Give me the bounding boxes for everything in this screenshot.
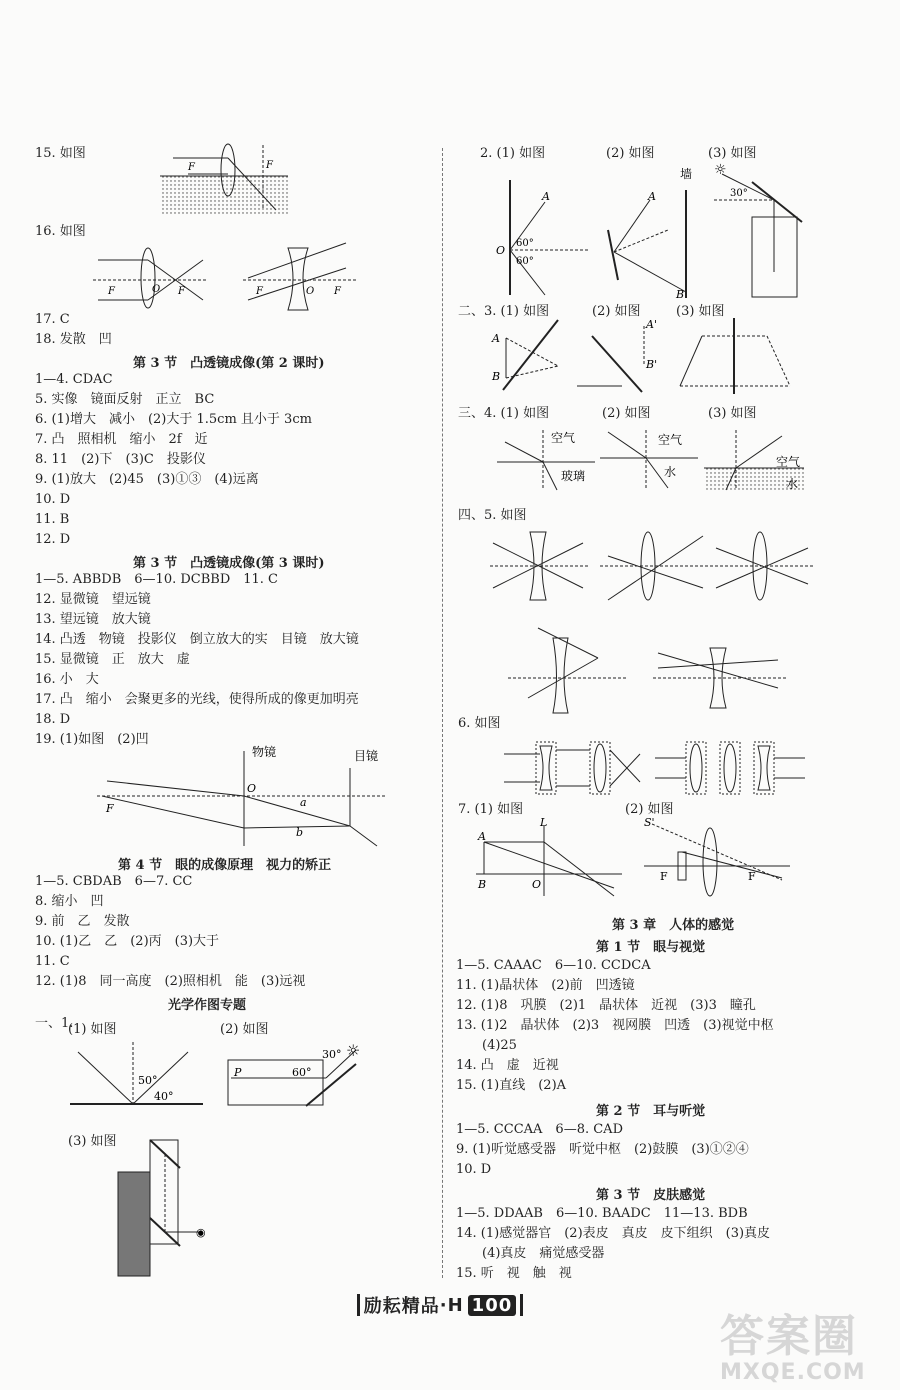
svg-text:S': S' xyxy=(644,816,655,829)
point-O: O xyxy=(247,782,257,795)
q18-label: 18. 发散 凹 xyxy=(35,332,112,347)
answer-line: 1—5. CBDAB 6—7. CC xyxy=(35,874,193,889)
footer-brand: 励耘精品 xyxy=(363,1296,440,1317)
svg-text:F: F xyxy=(334,286,341,297)
svg-text:O: O xyxy=(306,286,315,297)
angle-60-top: 60° xyxy=(516,238,534,249)
answer-line: 1—5. CCCAA 6—8. CAD xyxy=(456,1122,623,1137)
answer-line: 9. (1)放大 (2)45 (3)①③ (4)远离 xyxy=(35,472,259,487)
angle-60-bottom: 60° xyxy=(516,256,534,267)
magnifier-figure xyxy=(642,818,792,898)
answer-line: (4)真皮 痛觉感受器 xyxy=(456,1246,605,1261)
plane-mirror-figure-1 xyxy=(488,316,568,396)
r6-label: 6. 如图 xyxy=(458,716,501,731)
water-label: 水 xyxy=(786,477,799,491)
refraction-figure-1 xyxy=(495,428,595,492)
r7b-label: (2) 如图 xyxy=(625,802,674,817)
answer-line: 8. 11 (2)下 (3)C 投影仪 xyxy=(35,452,206,467)
section-title-eye: 第 4 节 眼的成像原理 视力的矫正 xyxy=(118,858,332,873)
sun-icon: ☼ xyxy=(714,162,727,178)
convex-lens-image-figure xyxy=(474,818,624,898)
svg-text:O: O xyxy=(496,244,506,257)
svg-text:B: B xyxy=(492,370,501,383)
svg-text:O: O xyxy=(532,878,542,891)
section-title-eye-vision: 第 1 节 眼与视觉 xyxy=(596,940,706,955)
point-P: P xyxy=(234,1066,242,1079)
answer-line: 11. (1)晶状体 (2)前 凹透镜 xyxy=(456,978,635,993)
footer-letter: H xyxy=(447,1294,464,1316)
q-one-1c-label: (3) 如图 xyxy=(68,1134,117,1149)
answer-line: 17. 凸 缩小 会聚更多的光线，使得所成的像更加明亮 xyxy=(35,692,359,707)
svg-text:A: A xyxy=(648,190,656,203)
svg-text:F: F xyxy=(266,160,273,171)
answer-line: 14. 凸透 物镜 投影仪 倒立放大的实 目镜 放大镜 xyxy=(35,632,359,647)
q15-label: 15. 如图 xyxy=(35,146,86,161)
angle-30: 30° xyxy=(730,188,748,199)
answer-line: 10. (1)乙 乙 (2)丙 (3)大于 xyxy=(35,934,220,949)
answer-line: 1—5. CAAAC 6—10. CCDCA xyxy=(456,958,651,973)
reflection-figure-2 xyxy=(226,1041,391,1114)
answer-line: 15. 听 视 触 视 xyxy=(456,1266,572,1281)
r4c-label: (3) 如图 xyxy=(708,406,757,421)
r3a-label: 二、3. (1) 如图 xyxy=(458,304,550,319)
page-footer xyxy=(350,1292,530,1318)
svg-text:A': A' xyxy=(646,318,657,331)
angle-30: 30° xyxy=(322,1048,342,1061)
refraction-figure-2 xyxy=(598,428,698,492)
answer-line: 10. D xyxy=(35,492,71,507)
answer-line: 14. (1)感觉器官 (2)表皮 真皮 皮下组织 (3)真皮 xyxy=(456,1226,771,1241)
section-title-convex-lens-2: 第 3 节 凸透镜成像(第 2 课时) xyxy=(133,356,325,371)
sun-icon: ☼ xyxy=(346,1041,361,1060)
answer-line: 1—5. ABBDB 6—10. DCBBD 11. C xyxy=(35,572,279,587)
lens-figures-r6 xyxy=(500,738,810,798)
svg-text:B: B xyxy=(676,288,685,301)
watermark xyxy=(720,1300,890,1385)
q17-label: 17. C xyxy=(35,312,70,327)
page-number: 100 xyxy=(468,1295,517,1316)
q15-figure xyxy=(158,140,293,220)
plane-mirror-figure-2 xyxy=(572,316,662,401)
answer-line: 1—4. CDAC xyxy=(35,372,113,387)
r7a-label: 7. (1) 如图 xyxy=(458,802,524,817)
svg-text:F: F xyxy=(178,286,185,297)
watermark-url: MXQE.COM xyxy=(720,1360,866,1385)
reflection-figure-1 xyxy=(68,1040,208,1112)
svg-text:L: L xyxy=(540,816,548,829)
wall-label: 墙 xyxy=(680,167,693,181)
answer-line: 6. (1)增大 减小 (2)大于 1.5cm 且小于 3cm xyxy=(35,412,312,427)
plane-mirror-figure-3 xyxy=(672,316,812,396)
ray-b: b xyxy=(296,826,304,839)
r2b-label: (2) 如图 xyxy=(606,146,655,161)
svg-text:A: A xyxy=(542,190,550,203)
answer-line: 13. 望远镜 放大镜 xyxy=(35,612,151,627)
q19-microscope-figure xyxy=(92,746,392,850)
section-title-convex-lens-3: 第 3 节 凸透镜成像(第 3 课时) xyxy=(133,556,325,571)
answer-line: 12. 显微镜 望远镜 xyxy=(35,592,151,607)
q16-label: 16. 如图 xyxy=(35,224,86,239)
footer-bar-left xyxy=(357,1294,360,1316)
answer-line: 12. (1)8 同一高度 (2)照相机 能 (3)远视 xyxy=(35,974,306,989)
svg-text:F: F xyxy=(748,870,756,883)
section-title-skin: 第 3 节 皮肤感觉 xyxy=(596,1188,706,1203)
r3b-label: (2) 如图 xyxy=(592,304,641,319)
answer-line: 18. D xyxy=(35,712,71,727)
footer-dot: · xyxy=(439,1294,448,1316)
answer-line: 12. D xyxy=(35,532,71,547)
answer-line: 14. 凸 虚 近视 xyxy=(456,1058,559,1073)
q-one-1-label: 一、1. xyxy=(35,1016,74,1031)
svg-text:F: F xyxy=(108,286,115,297)
svg-text:B: B xyxy=(478,878,487,891)
ray-a: a xyxy=(300,796,307,809)
air-label: 空气 xyxy=(776,455,801,469)
eyepiece-label: 目镜 xyxy=(354,749,379,763)
svg-text:F: F xyxy=(188,162,195,173)
mirror-figure-r2a xyxy=(490,170,595,300)
chapter-title: 第 3 章 人体的感觉 xyxy=(612,918,735,933)
answer-line: 11. B xyxy=(35,512,70,527)
answer-line: 10. D xyxy=(456,1162,492,1177)
answer-line: 5. 实像 镜面反射 正立 BC xyxy=(35,392,215,407)
answer-line: 9. 前 乙 发散 xyxy=(35,914,130,929)
objective-label: 物镜 xyxy=(252,745,277,759)
glass-label: 玻璃 xyxy=(561,469,586,483)
q-one-1b-label: (2) 如图 xyxy=(220,1022,269,1037)
point-F: F xyxy=(106,802,114,815)
r3c-label: (3) 如图 xyxy=(676,304,725,319)
answer-line: 16. 小 大 xyxy=(35,672,99,687)
svg-text:A: A xyxy=(492,332,500,345)
svg-text:A: A xyxy=(478,830,486,843)
angle-50: 50° xyxy=(138,1074,158,1087)
answer-line: 1—5. DDAAB 6—10. BAADC 11—13. BDB xyxy=(456,1206,748,1221)
air-label: 空气 xyxy=(551,431,576,445)
section-title-optics-drawing: 光学作图专题 xyxy=(168,998,247,1013)
r2a-label: 2. (1) 如图 xyxy=(480,146,546,161)
answer-line: 9. (1)听觉感受器 听觉中枢 (2)鼓膜 (3)①②④ xyxy=(456,1142,749,1157)
answer-line: 19. (1)如图 (2)凹 xyxy=(35,732,149,747)
svg-text:F: F xyxy=(256,286,263,297)
answer-line: 12. (1)8 巩膜 (2)1 晶状体 近视 (3)3 瞳孔 xyxy=(456,998,756,1013)
r2c-label: (3) 如图 xyxy=(708,146,757,161)
svg-text:O: O xyxy=(152,284,161,295)
angle-60: 60° xyxy=(292,1066,312,1079)
refraction-figure-3 xyxy=(702,428,807,492)
answer-line: 11. C xyxy=(35,954,70,969)
r4b-label: (2) 如图 xyxy=(602,406,651,421)
svg-text:F: F xyxy=(660,870,668,883)
water-label: 水 xyxy=(664,465,677,479)
r4a-label: 三、4. (1) 如图 xyxy=(458,406,550,421)
eye-icon: ◉ xyxy=(196,1226,206,1239)
mirror-figure-r2c xyxy=(712,162,807,302)
svg-text:B': B' xyxy=(646,358,658,371)
lens-figures-r5 xyxy=(488,528,818,708)
answer-line: 15. 显微镜 正 放大 虚 xyxy=(35,652,190,667)
answer-line: 7. 凸 照相机 缩小 2f 近 xyxy=(35,432,208,447)
answer-line: 15. (1)直线 (2)A xyxy=(456,1078,567,1093)
column-divider xyxy=(442,148,443,1278)
q-one-1a-label: (1) 如图 xyxy=(68,1022,117,1037)
r5-label: 四、5. 如图 xyxy=(458,508,527,523)
answer-line: 13. (1)2 晶状体 (2)3 视网膜 凹透 (3)视觉中枢 xyxy=(456,1018,774,1033)
watermark-logo: 答案圈 xyxy=(720,1311,858,1362)
angle-40: 40° xyxy=(154,1090,174,1103)
answer-line: 8. 缩小 凹 xyxy=(35,894,104,909)
periscope-figure xyxy=(110,1138,215,1278)
answer-line: (4)25 xyxy=(456,1038,517,1053)
q16-figure xyxy=(88,238,368,314)
section-title-ear: 第 2 节 耳与听觉 xyxy=(596,1104,706,1119)
air-label: 空气 xyxy=(658,433,683,447)
footer-bar-right xyxy=(520,1294,523,1316)
mirror-figure-r2b xyxy=(598,167,703,301)
